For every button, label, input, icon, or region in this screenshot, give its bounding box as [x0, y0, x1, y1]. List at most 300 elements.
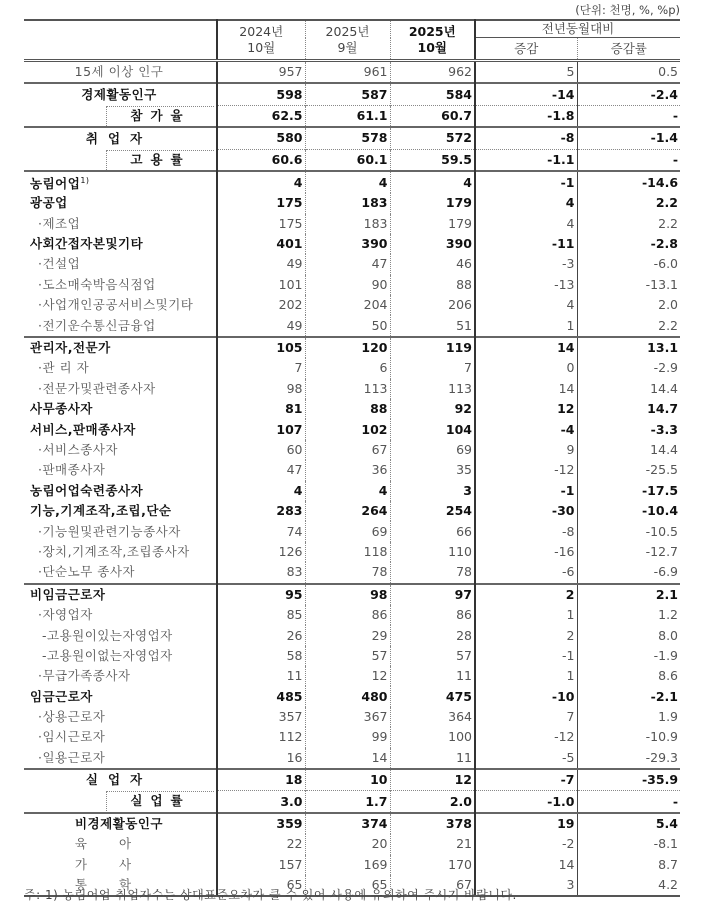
value-2025-10: 60.7	[390, 105, 475, 127]
value-2025-09: 65	[305, 875, 390, 896]
value-2025-10: 66	[390, 521, 475, 541]
row-label-text: ·상용근로자	[38, 709, 106, 725]
row-label	[24, 61, 217, 84]
table-row	[24, 399, 680, 419]
value-2024-10: 101	[217, 275, 305, 295]
value-2025-10: 97	[390, 584, 475, 605]
value-change: -12	[475, 727, 577, 747]
row-label-text: ·사업개인공공서비스및기타	[38, 297, 194, 313]
value-change-rate: -10.4	[641, 503, 679, 519]
value-2025-10: 46	[390, 254, 475, 274]
value-change-rate: -17.5	[641, 482, 679, 498]
row-label-text: 실업자	[85, 772, 153, 788]
value-2025-09: 961	[305, 61, 390, 84]
row-label	[24, 501, 217, 521]
value-2024-10: 357	[217, 707, 305, 727]
row-label	[24, 834, 217, 854]
value-change-rate: 14.4	[650, 380, 679, 396]
value-change-rate: 8.7	[658, 856, 679, 872]
value-change-rate: 2.2	[658, 317, 679, 333]
row-label	[24, 193, 217, 213]
value-2025-09: 480	[305, 686, 390, 706]
table-row	[24, 481, 680, 501]
row-label-text: 취업자	[85, 130, 153, 146]
table-row	[24, 562, 680, 583]
unit-label: (단위: 천명, %, %p)	[575, 3, 680, 17]
row-label	[24, 542, 217, 562]
value-2025-10: 92	[390, 399, 475, 419]
row-label-text: ·임시근로자	[38, 729, 106, 745]
row-label	[24, 295, 217, 315]
value-change-rate: -1.9	[653, 647, 679, 663]
row-label	[24, 358, 217, 378]
value-change-rate: -29.3	[645, 749, 679, 765]
value-2024-10: 175	[217, 193, 305, 213]
row-label-text: ·장치,기계조작,조립종사자	[38, 543, 190, 559]
value-change: 5	[475, 61, 577, 84]
row-label	[24, 171, 217, 193]
table-row	[24, 275, 680, 295]
value-change-rate: -	[577, 149, 680, 171]
value-2024-10: 359	[217, 813, 305, 834]
table-row	[24, 61, 680, 84]
value-2024-10: 58	[217, 646, 305, 666]
value-change: -13	[475, 275, 577, 295]
value-2025-09: 78	[305, 562, 390, 583]
value-2025-10: 11	[390, 748, 475, 769]
value-2025-09: 10	[305, 769, 390, 791]
header-yoy-group: 전년동월대비	[475, 20, 680, 38]
row-label	[24, 791, 217, 813]
table-row	[24, 605, 680, 625]
value-2025-09: 88	[305, 399, 390, 419]
value-2025-09: 36	[305, 460, 390, 480]
value-2024-10: 81	[217, 399, 305, 419]
row-label	[24, 855, 217, 875]
value-change-rate: 14.7	[647, 401, 679, 417]
row-label-text: 기능,기계조작,조립,단순	[30, 503, 172, 519]
table-row	[24, 105, 680, 127]
value-2025-10: 179	[390, 193, 475, 213]
table-row	[24, 460, 680, 480]
value-2024-10: 62.5	[217, 105, 305, 127]
table-row	[24, 813, 680, 834]
value-change: -12	[475, 460, 577, 480]
footnote-marker: 1)	[80, 175, 90, 185]
value-change-rate: -3.3	[650, 421, 679, 437]
value-2024-10: 4	[217, 171, 305, 193]
value-change: -6	[475, 562, 577, 583]
table-row	[24, 584, 680, 605]
row-label-text: 비경제활동인구	[74, 816, 164, 832]
value-2025-09: 4	[305, 171, 390, 193]
value-change-rate: -12.7	[645, 543, 679, 559]
value-change: -16	[475, 542, 577, 562]
row-label-text: 농림어업	[30, 176, 81, 192]
value-2025-10: 170	[390, 855, 475, 875]
value-2024-10: 26	[217, 625, 305, 645]
row-label-text: -고용원이없는자영업자	[42, 647, 173, 663]
table-row	[24, 501, 680, 521]
value-2025-10: 21	[390, 834, 475, 854]
value-change: -1.8	[475, 105, 577, 127]
row-label	[24, 234, 217, 254]
table-row	[24, 666, 680, 686]
value-2024-10: 60	[217, 440, 305, 460]
table-row	[24, 686, 680, 706]
row-label-text: 참가율	[106, 106, 214, 126]
row-label	[24, 105, 217, 127]
value-change-rate: 8.0	[658, 627, 679, 643]
value-2024-10: 957	[217, 61, 305, 84]
value-change: 1	[475, 315, 577, 336]
value-2025-10: 28	[390, 625, 475, 645]
value-2025-09: 6	[305, 358, 390, 378]
row-label	[24, 481, 217, 501]
row-label	[24, 748, 217, 769]
value-change-rate: -1.4	[577, 127, 680, 149]
row-label	[24, 275, 217, 295]
value-change: -30	[475, 501, 577, 521]
value-change: -2	[475, 834, 577, 854]
table-body	[24, 61, 680, 897]
table-row	[24, 855, 680, 875]
value-2025-10: 390	[390, 234, 475, 254]
value-2025-09: 50	[305, 315, 390, 336]
row-label-text: ·전기운수통신금융업	[38, 317, 156, 333]
header-change-rate: 증감률	[577, 38, 680, 61]
value-change: -8	[475, 127, 577, 149]
value-2025-09: 183	[305, 214, 390, 234]
value-change: 19	[475, 813, 577, 834]
value-2025-09: 374	[305, 813, 390, 834]
value-change: -10	[475, 686, 577, 706]
table-row	[24, 542, 680, 562]
row-label	[24, 460, 217, 480]
table-row	[24, 625, 680, 645]
value-change: -1	[475, 171, 577, 193]
value-2025-09: 264	[305, 501, 390, 521]
value-change: -8	[475, 521, 577, 541]
value-change: 4	[475, 193, 577, 213]
value-change-rate: -13.1	[645, 276, 679, 292]
footnote: 주: 1) 농림어업 취업자수는 상대표준오차가 클 수 있어 사용에 유의하여 주시기 바랍니다.	[24, 888, 517, 902]
row-label-text: ·서비스종사자	[38, 441, 118, 457]
value-2024-10: 3.0	[217, 791, 305, 813]
row-label	[24, 769, 217, 791]
row-label	[24, 315, 217, 336]
value-change-rate: -8.1	[653, 836, 679, 852]
value-2024-10: 105	[217, 337, 305, 358]
value-change-rate: -10.5	[645, 523, 679, 539]
row-label-text: 고용률	[106, 150, 214, 170]
value-change: 14	[475, 379, 577, 399]
value-2024-10: 22	[217, 834, 305, 854]
value-2025-09: 61.1	[305, 105, 390, 127]
row-label-text: ·관 리 자	[38, 360, 90, 376]
value-change-rate: 2.0	[658, 297, 679, 313]
value-2025-10: 179	[390, 214, 475, 234]
value-2024-10: 175	[217, 214, 305, 234]
value-change: 1	[475, 605, 577, 625]
value-2025-10: 69	[390, 440, 475, 460]
header-2025-10: 2025년 10월	[390, 20, 475, 61]
value-2024-10: 7	[217, 358, 305, 378]
table-row	[24, 127, 680, 149]
value-change-rate: -10.9	[645, 729, 679, 745]
row-label	[24, 521, 217, 541]
value-2025-09: 120	[305, 337, 390, 358]
value-2024-10: 202	[217, 295, 305, 315]
value-2025-10: 51	[390, 315, 475, 336]
value-change: 2	[475, 625, 577, 645]
row-label-text: ·제조업	[38, 215, 81, 231]
header-change: 증감	[475, 38, 577, 61]
value-2024-10: 580	[217, 127, 305, 149]
value-change-rate: 1.2	[658, 607, 679, 623]
value-2025-09: 99	[305, 727, 390, 747]
value-2024-10: 65	[217, 875, 305, 896]
value-change-rate: 14.4	[650, 441, 679, 457]
value-2024-10: 49	[217, 315, 305, 336]
row-label-text: ·건설업	[38, 256, 81, 272]
table-row	[24, 707, 680, 727]
value-change-rate: -25.5	[645, 462, 679, 478]
value-change: 4	[475, 214, 577, 234]
row-label-text: 농림어업숙련종사자	[30, 482, 144, 498]
row-label-text: 경제활동인구	[81, 86, 157, 102]
value-2025-09: 57	[305, 646, 390, 666]
value-2025-09: 60.1	[305, 149, 390, 171]
value-2025-10: 59.5	[390, 149, 475, 171]
value-change: -4	[475, 419, 577, 439]
value-2025-10: 110	[390, 542, 475, 562]
value-2025-10: 3	[390, 481, 475, 501]
row-label-text: 통학	[74, 877, 164, 893]
value-2025-10: 364	[390, 707, 475, 727]
value-2025-10: 57	[390, 646, 475, 666]
value-2025-09: 587	[305, 83, 390, 105]
value-2025-09: 90	[305, 275, 390, 295]
value-2025-10: 584	[390, 83, 475, 105]
value-change: -1.0	[475, 791, 577, 813]
row-label	[24, 83, 217, 105]
header-2024-10: 2024년 10월	[217, 20, 305, 61]
value-change-rate: -6.9	[653, 564, 679, 580]
row-label-text: 광공업	[30, 195, 68, 211]
row-label	[24, 440, 217, 460]
value-2025-09: 367	[305, 707, 390, 727]
table-row	[24, 254, 680, 274]
table-row	[24, 769, 680, 791]
value-change: -11	[475, 234, 577, 254]
table-row	[24, 214, 680, 234]
value-2024-10: 283	[217, 501, 305, 521]
value-2025-09: 29	[305, 625, 390, 645]
value-change: -3	[475, 254, 577, 274]
value-change: -1	[475, 481, 577, 501]
value-2025-10: 119	[390, 337, 475, 358]
row-label	[24, 605, 217, 625]
row-label-text: 15세 이상 인구	[74, 64, 164, 80]
value-change-rate: 13.1	[577, 337, 680, 358]
value-2024-10: 49	[217, 254, 305, 274]
value-change-rate: -2.1	[650, 688, 679, 704]
table-row	[24, 83, 680, 105]
row-label	[24, 399, 217, 419]
table-row	[24, 727, 680, 747]
value-2024-10: 112	[217, 727, 305, 747]
value-2024-10: 85	[217, 605, 305, 625]
value-2025-09: 4	[305, 481, 390, 501]
value-change: -1	[475, 646, 577, 666]
row-label	[24, 149, 217, 171]
row-label-text: ·전문가및관련종사자	[38, 380, 156, 396]
value-2024-10: 18	[217, 769, 305, 791]
row-label-text: ·단순노무 종사자	[38, 564, 135, 580]
value-change-rate: 4.2	[577, 875, 680, 896]
value-2025-10: 7	[390, 358, 475, 378]
value-2025-10: 254	[390, 501, 475, 521]
value-change: 12	[475, 399, 577, 419]
header-label-cell	[24, 20, 217, 61]
value-2024-10: 83	[217, 562, 305, 583]
value-2024-10: 16	[217, 748, 305, 769]
row-label-text: ·자영업자	[38, 607, 93, 623]
value-2025-09: 20	[305, 834, 390, 854]
value-2025-09: 86	[305, 605, 390, 625]
value-change: 0	[475, 358, 577, 378]
row-label-text: 육아	[74, 836, 164, 852]
value-2025-09: 390	[305, 234, 390, 254]
value-2025-10: 2.0	[390, 791, 475, 813]
value-change: 2	[475, 584, 577, 605]
value-change-rate: -35.9	[577, 769, 680, 791]
value-change-rate: 8.6	[658, 668, 679, 684]
value-change: 14	[475, 855, 577, 875]
value-2024-10: 401	[217, 234, 305, 254]
value-2024-10: 95	[217, 584, 305, 605]
value-change: 14	[475, 337, 577, 358]
value-change-rate: -2.9	[653, 360, 679, 376]
row-label	[24, 686, 217, 706]
row-label-text: 사회간접자본및기타	[30, 236, 144, 252]
row-label-text: 관리자,전문가	[30, 340, 111, 356]
table-row	[24, 791, 680, 813]
value-2025-09: 14	[305, 748, 390, 769]
table-row	[24, 646, 680, 666]
row-label-text: ·기능원및관련기능종사자	[38, 523, 181, 539]
row-label-text: ·일용근로자	[38, 749, 106, 765]
table-row	[24, 379, 680, 399]
row-label	[24, 666, 217, 686]
row-label-text: 임금근로자	[30, 688, 93, 704]
value-change-rate: 1.9	[658, 709, 679, 725]
value-2024-10: 47	[217, 460, 305, 480]
value-change-rate: -2.8	[650, 236, 679, 252]
row-label	[24, 379, 217, 399]
row-label	[24, 584, 217, 605]
row-label-text: ·도소매숙박음식점업	[38, 276, 156, 292]
table-row	[24, 358, 680, 378]
row-label-text: ·판매종사자	[38, 462, 106, 478]
value-2025-10: 572	[390, 127, 475, 149]
row-label	[24, 337, 217, 358]
value-2025-10: 104	[390, 419, 475, 439]
table-row	[24, 193, 680, 213]
employment-table	[24, 19, 680, 897]
table-row	[24, 171, 680, 193]
value-2025-10: 11	[390, 666, 475, 686]
value-2025-10: 113	[390, 379, 475, 399]
row-label	[24, 646, 217, 666]
value-change-rate: -14.6	[577, 171, 680, 193]
row-label-text: 비임금근로자	[30, 586, 106, 602]
value-2025-10: 100	[390, 727, 475, 747]
value-change: 4	[475, 295, 577, 315]
table-row	[24, 295, 680, 315]
table-row	[24, 337, 680, 358]
value-2025-09: 113	[305, 379, 390, 399]
value-2024-10: 157	[217, 855, 305, 875]
value-change: 1	[475, 666, 577, 686]
value-2024-10: 598	[217, 83, 305, 105]
value-2024-10: 11	[217, 666, 305, 686]
row-label-text: 서비스,판매종사자	[30, 421, 136, 437]
value-2024-10: 107	[217, 419, 305, 439]
table-row	[24, 149, 680, 171]
value-2025-09: 98	[305, 584, 390, 605]
row-label	[24, 707, 217, 727]
value-change: 3	[475, 875, 577, 896]
value-2025-09: 169	[305, 855, 390, 875]
value-2025-10: 86	[390, 605, 475, 625]
value-2025-09: 47	[305, 254, 390, 274]
value-2024-10: 74	[217, 521, 305, 541]
value-2024-10: 485	[217, 686, 305, 706]
row-label	[24, 419, 217, 439]
value-change-rate: -	[577, 791, 680, 813]
value-change-rate: 2.2	[658, 215, 679, 231]
row-label-text: 사무종사자	[30, 401, 93, 417]
value-change-rate: 2.1	[577, 584, 680, 605]
table-row	[24, 315, 680, 336]
row-label-text: -고용원이있는자영업자	[42, 627, 173, 643]
value-change-rate: -	[577, 105, 680, 127]
row-label	[24, 727, 217, 747]
value-2025-09: 69	[305, 521, 390, 541]
value-2024-10: 60.6	[217, 149, 305, 171]
value-2025-10: 4	[390, 171, 475, 193]
value-change-rate: -2.4	[577, 83, 680, 105]
value-2025-10: 475	[390, 686, 475, 706]
value-2025-09: 183	[305, 193, 390, 213]
value-2025-09: 204	[305, 295, 390, 315]
value-change: -5	[475, 748, 577, 769]
value-2025-09: 67	[305, 440, 390, 460]
row-label	[24, 254, 217, 274]
value-2025-10: 206	[390, 295, 475, 315]
value-2025-10: 378	[390, 813, 475, 834]
value-2025-10: 78	[390, 562, 475, 583]
row-label-text: 실업률	[106, 791, 214, 811]
row-label	[24, 214, 217, 234]
table-row	[24, 748, 680, 769]
value-change: -1.1	[475, 149, 577, 171]
row-label-text: 가사	[74, 856, 164, 872]
value-2025-10: 12	[390, 769, 475, 791]
value-2024-10: 4	[217, 481, 305, 501]
